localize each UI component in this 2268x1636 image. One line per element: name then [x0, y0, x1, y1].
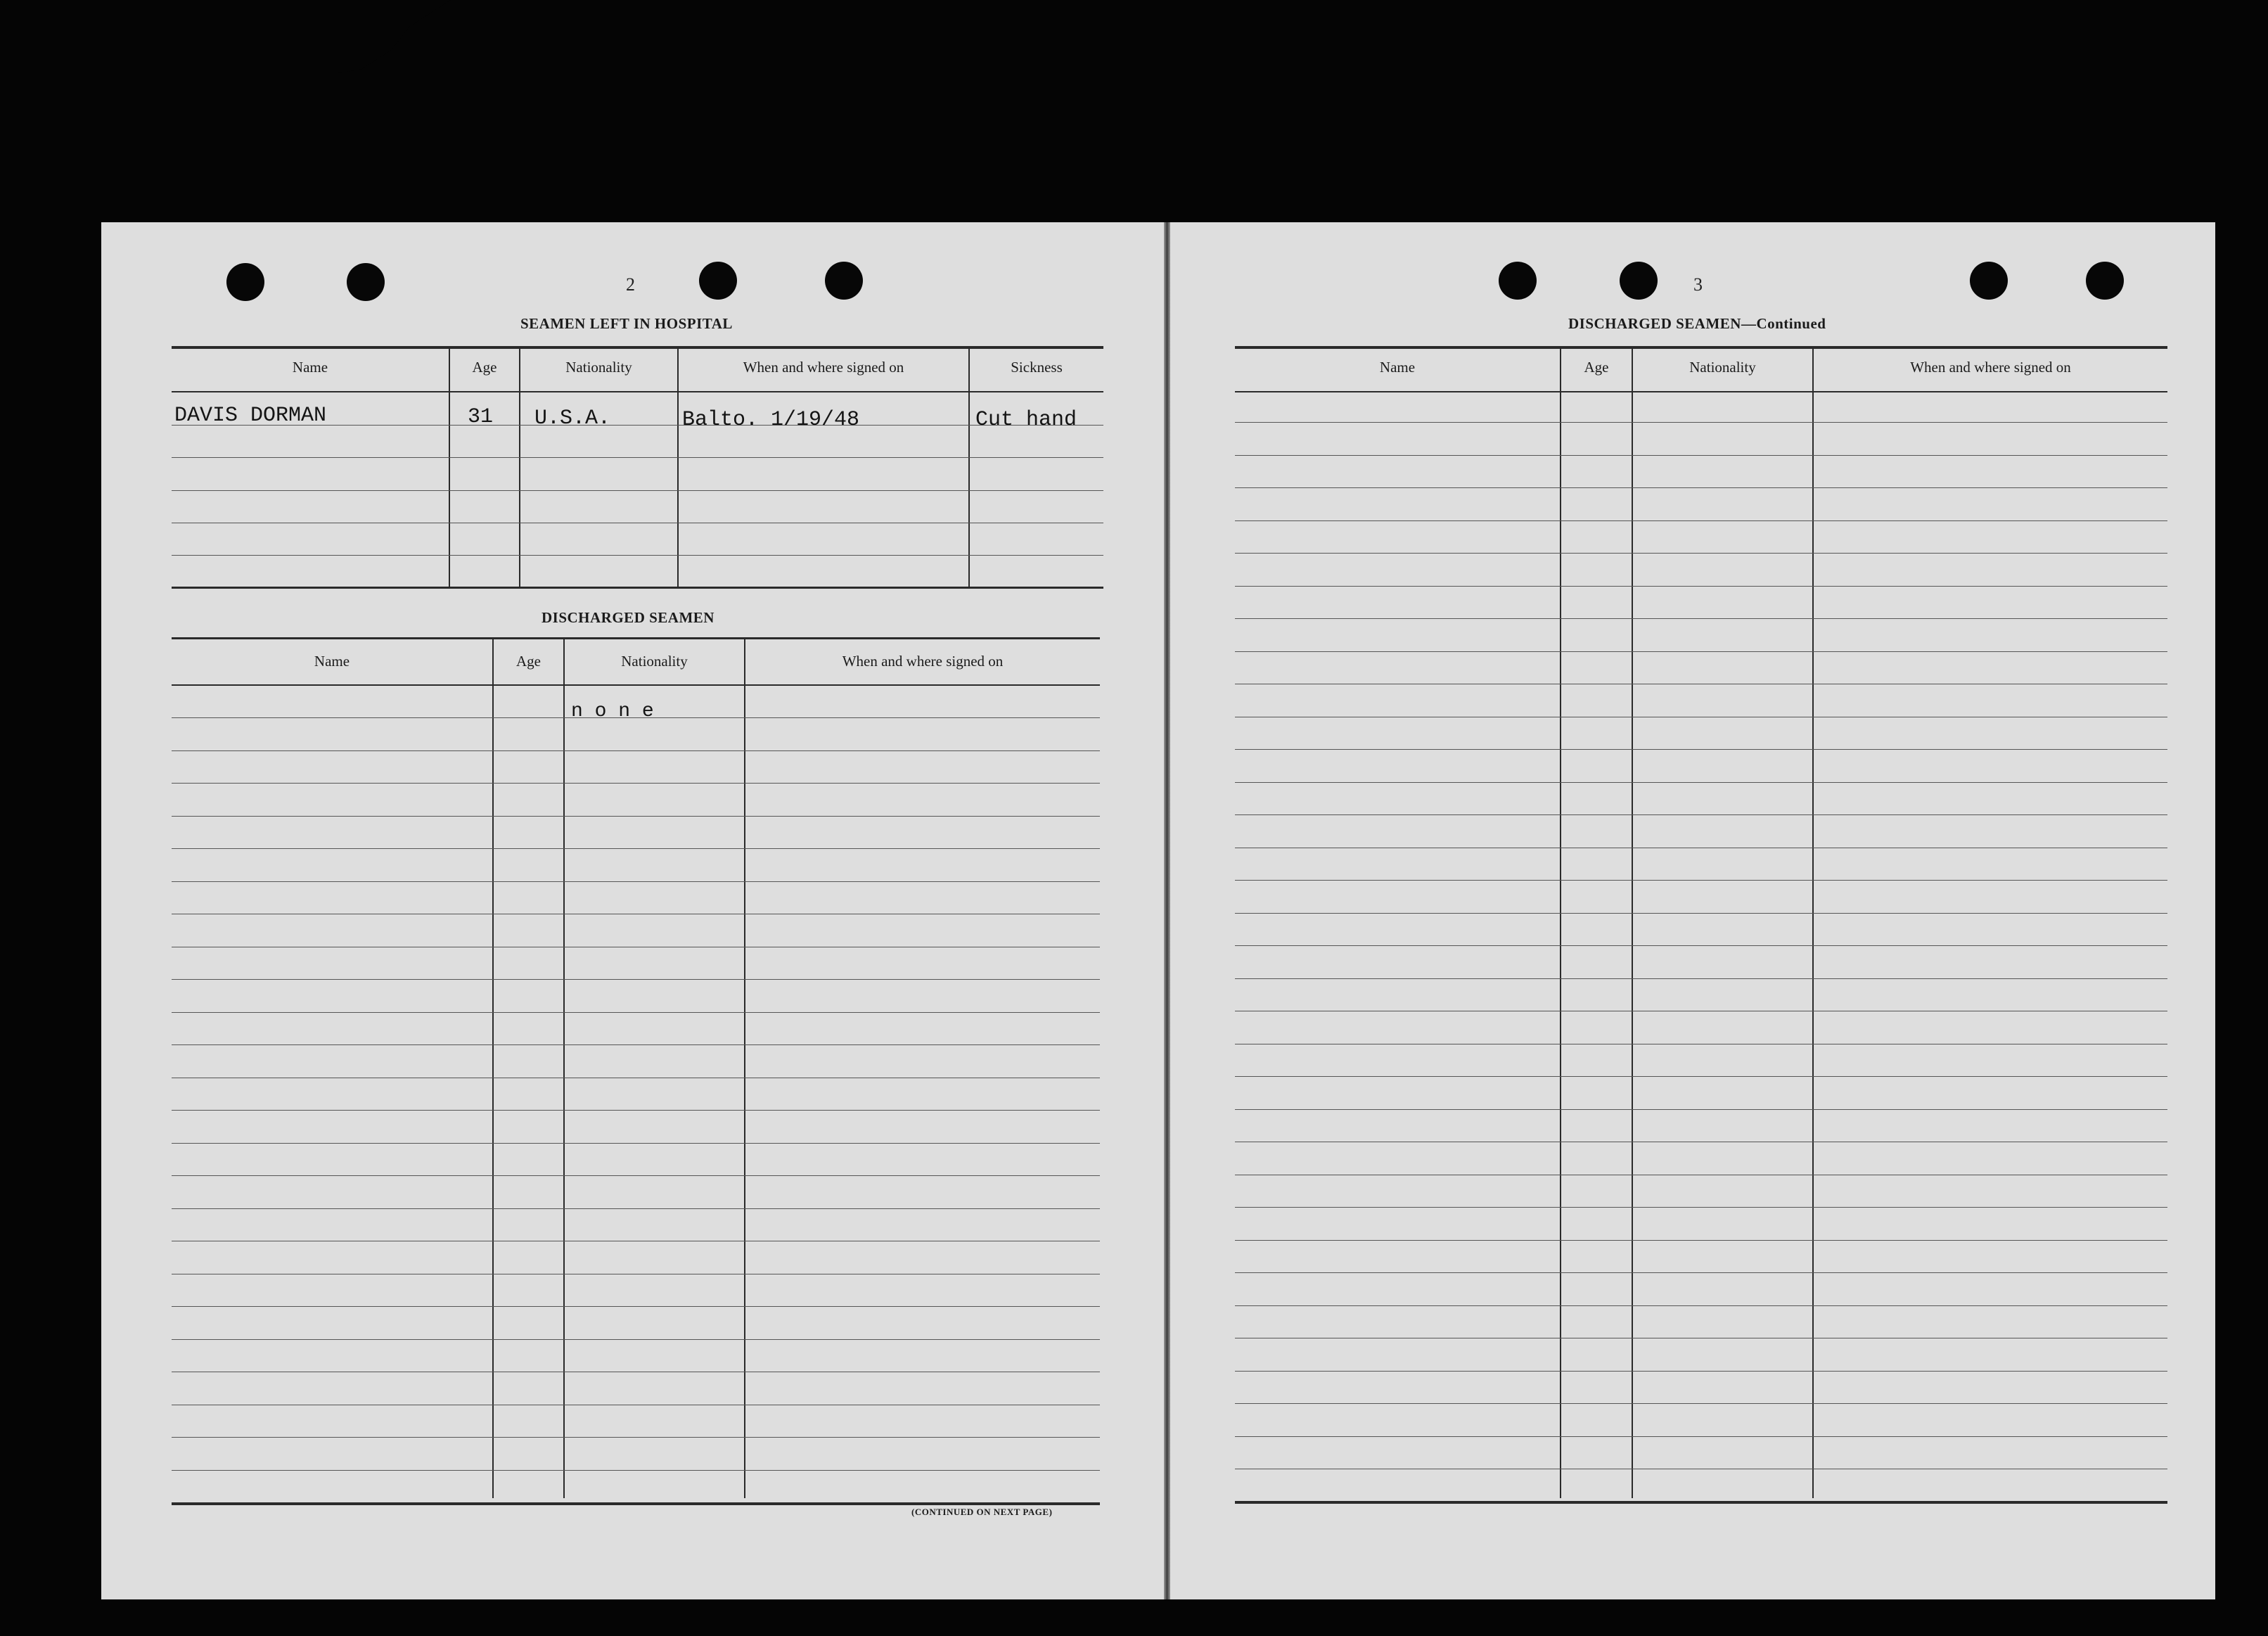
table-rule: [1235, 1109, 2167, 1110]
table-rule: [172, 1175, 1100, 1176]
col-header-signed-on: When and where signed on: [1910, 359, 2071, 376]
discharged-section-title: DISCHARGED SEAMEN: [542, 609, 715, 626]
table-rule: [1235, 1305, 2167, 1306]
table-rule: [1235, 1207, 2167, 1208]
punch-hole: [825, 262, 863, 300]
torn-paper-corner: [338, 0, 457, 73]
punch-hole: [699, 262, 737, 300]
table-rule: [1235, 978, 2167, 979]
table-rule: [1235, 1371, 2167, 1372]
hospital-section-title: SEAMEN LEFT IN HOSPITAL: [520, 315, 733, 332]
table-rule: [1235, 487, 2167, 488]
table-rule: [1235, 1076, 2167, 1077]
table-rule: [1235, 782, 2167, 783]
table-rule: [1235, 618, 2167, 619]
col-header-nationality: Nationality: [621, 653, 688, 670]
continued-footer: (CONTINUED ON NEXT PAGE): [911, 1507, 1053, 1517]
table-rule: [172, 1208, 1100, 1209]
punch-hole: [2086, 262, 2124, 300]
table-rule: [1235, 1272, 2167, 1273]
table-rule: [172, 1306, 1100, 1307]
col-header-signed-on: When and where signed on: [743, 359, 904, 376]
table-rule: [172, 1437, 1100, 1438]
col-header-age: Age: [1584, 359, 1609, 376]
punch-hole: [1620, 262, 1658, 300]
seaman-age: 31: [468, 405, 494, 429]
col-header-sickness: Sickness: [1011, 359, 1063, 376]
seaman-name: DAVIS DORMAN: [174, 404, 327, 428]
col-header-age: Age: [472, 359, 497, 376]
table-rule: [172, 1012, 1100, 1013]
table-rule: [1235, 1436, 2167, 1437]
table-rule: [1235, 913, 2167, 914]
table-rule: [1235, 586, 2167, 587]
seaman-nationality: U.S.A.: [534, 407, 611, 430]
col-header-name: Name: [314, 653, 350, 670]
table-rule: [1235, 520, 2167, 521]
table-rule: [1235, 651, 2167, 652]
discharged-continued-title: DISCHARGED SEAMEN—Continued: [1568, 315, 1826, 332]
table-rule: [172, 750, 1100, 751]
table-rule: [1235, 422, 2167, 423]
table-rule: [172, 848, 1100, 849]
punch-hole: [1499, 262, 1537, 300]
page-fold: [1164, 222, 1170, 1599]
col-header-age: Age: [516, 653, 541, 670]
table-rule: [172, 881, 1100, 882]
col-header-nationality: Nationality: [1689, 359, 1756, 376]
col-header-name: Name: [1379, 359, 1416, 376]
punch-hole: [226, 263, 264, 301]
table-rule: [172, 1470, 1100, 1471]
table-rule: [1235, 1240, 2167, 1241]
table-rule: [172, 1110, 1100, 1111]
table-rule: [1235, 1403, 2167, 1404]
table-rule: [1235, 749, 2167, 750]
table-rule: [172, 979, 1100, 980]
punch-hole: [1970, 262, 2008, 300]
table-rule: [1235, 945, 2167, 946]
table-rule: [1235, 880, 2167, 881]
table-rule: [172, 1339, 1100, 1340]
table-rule: [1235, 814, 2167, 815]
page-number-left: 2: [626, 274, 635, 295]
table-rule: [1235, 553, 2167, 554]
table-rule: [172, 816, 1100, 817]
col-header-signed-on: When and where signed on: [842, 653, 1004, 670]
table-rule: [172, 1143, 1100, 1144]
col-header-nationality: Nationality: [565, 359, 632, 376]
none-entry: n o n e: [571, 701, 654, 722]
col-header-name: Name: [292, 359, 328, 376]
seaman-signed-on: Balto. 1/19/48: [682, 408, 860, 432]
page-number-right: 3: [1693, 274, 1703, 295]
table-rule: [172, 783, 1100, 784]
right-page: [1169, 222, 2215, 1599]
seaman-sickness: Cut hand: [975, 408, 1077, 432]
table-rule: [1235, 455, 2167, 456]
table-rule: [172, 1044, 1100, 1045]
punch-hole: [347, 263, 385, 301]
